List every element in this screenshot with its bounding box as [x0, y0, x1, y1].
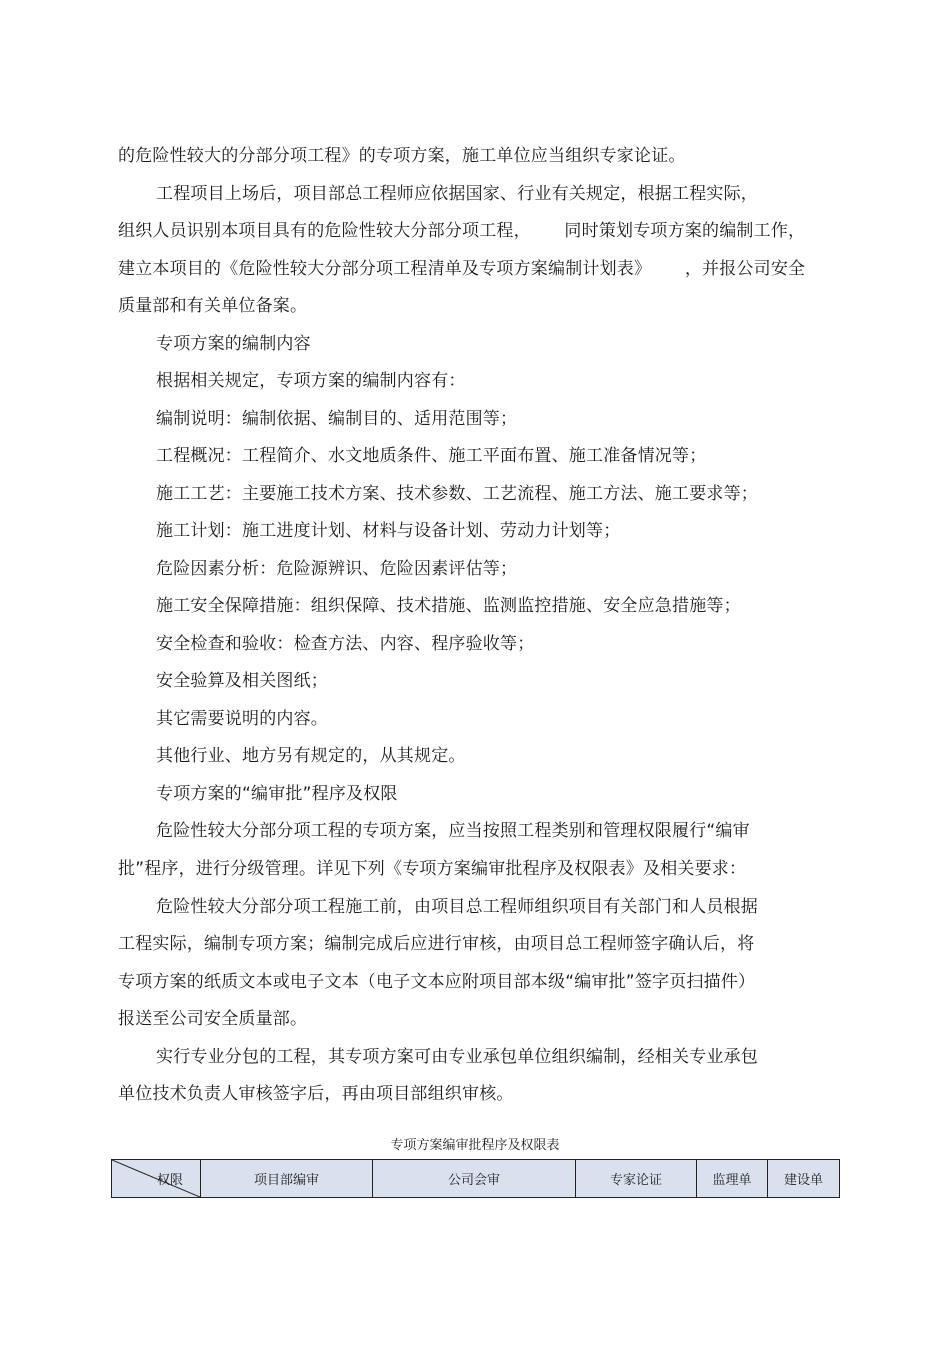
paragraph-line: 单位技术负责人审核签字后，再由项目部组织审核。 — [118, 1084, 514, 1104]
list-item: 施工工艺：主要施工技术方案、技术参数、工艺流程、施工方法、施工要求等； — [156, 484, 758, 504]
paragraph-line: 建立本项目的《危险性较大分部分项工程清单及专项方案编制计划表》 ，并报公司安全 — [118, 259, 806, 279]
table-header-cell: 权限 — [156, 1173, 183, 1188]
diagonal-line-icon — [112, 1160, 200, 1197]
list-item: 施工计划：施工进度计划、材料与设备计划、劳动力计划等； — [156, 521, 621, 541]
paragraph-line: 批”程序，进行分级管理。详见下列《专项方案编审批程序及权限表》及相关要求： — [118, 859, 747, 879]
paragraph-line: 危险性较大分部分项工程施工前，由项目总工程师组织项目有关部门和人员根据 — [156, 897, 758, 917]
table-header-cell: 监理单 — [697, 1160, 768, 1198]
list-item: 安全验算及相关图纸； — [156, 671, 328, 691]
paragraph-line: 工程项目上场后，项目部总工程师应依据国家、行业有关规定，根据工程实际， — [156, 184, 758, 204]
list-item: 其它需要说明的内容。 — [156, 709, 328, 729]
paragraph-line: 组织人员识别本项目具有的危险性较大分部分项工程， 同时策划专项方案的编制工作， — [118, 221, 806, 241]
paragraph-line: 专项方案的纸质文本或电子文本（电子文本应附项目部本级“编审批”签字页扫描件） — [118, 972, 756, 992]
list-item: 编制说明：编制依据、编制目的、适用范围等； — [156, 409, 518, 429]
paragraph-line: 工程实际，编制专项方案；编制完成后应进行审核，由项目总工程师签字确认后，将 — [118, 934, 755, 954]
list-item: 危险因素分析：危险源辨识、危险因素评估等； — [156, 559, 518, 579]
permission-table — [111, 1159, 840, 1198]
paragraph-line: 实行专业分包的工程，其专项方案可由专业承包单位组织编制，经相关专业承包 — [156, 1047, 758, 1067]
list-item: 施工安全保障措施：组织保障、技术措施、监测监控措施、安全应急措施等； — [156, 596, 741, 616]
paragraph-line: 报送至公司安全质量部。 — [118, 1009, 308, 1029]
table-header-cell: 公司会审 — [373, 1160, 576, 1198]
section-heading: 专项方案的“编审批”程序及权限 — [156, 784, 398, 804]
section-heading: 专项方案的编制内容 — [156, 334, 311, 354]
table-header-cell: 专家论证 — [576, 1160, 697, 1198]
table-header-row — [112, 1160, 840, 1198]
paragraph-line: 质量部和有关单位备案。 — [118, 296, 308, 316]
list-item: 工程概况：工程简介、水文地质条件、施工平面布置、施工准备情况等； — [156, 446, 707, 466]
table-corner-cell — [112, 1160, 201, 1198]
table-title: 专项方案编审批程序及权限表 — [390, 1138, 560, 1153]
paragraph-line: 其他行业、地方另有规定的，从其规定。 — [156, 746, 466, 766]
table-header-cell: 建设单 — [768, 1160, 840, 1198]
list-item: 安全检查和验收：检查方法、内容、程序验收等； — [156, 634, 535, 654]
paragraph-line: 危险性较大分部分项工程的专项方案，应当按照工程类别和管理权限履行“编审 — [156, 821, 750, 841]
table-header-cell: 项目部编审 — [201, 1160, 373, 1198]
paragraph-line: 的危险性较大的分部分项工程》的专项方案，施工单位应当组织专家论证。 — [118, 146, 686, 166]
paragraph-line: 根据相关规定，专项方案的编制内容有： — [156, 371, 466, 391]
